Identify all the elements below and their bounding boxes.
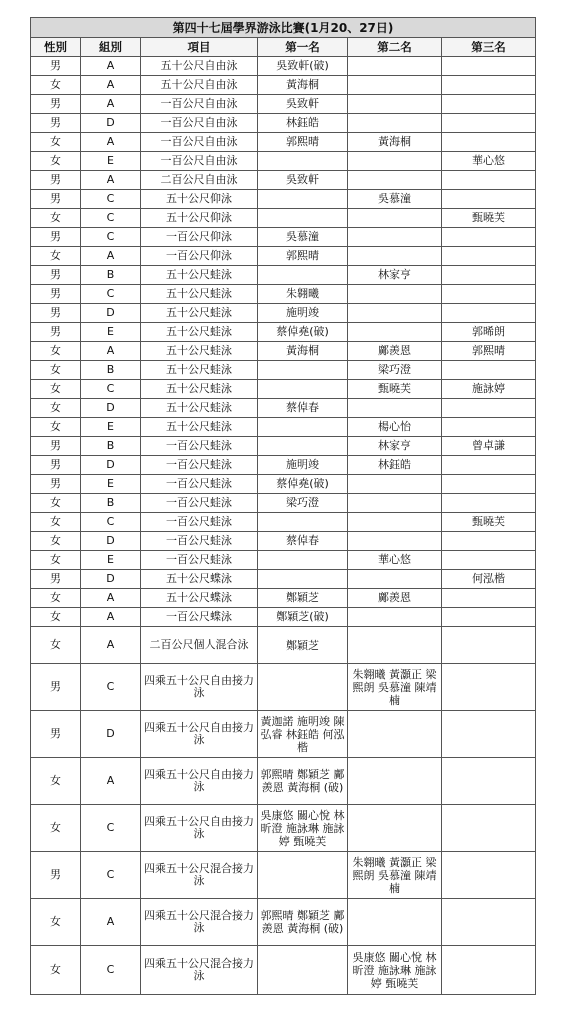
third-place-cell bbox=[442, 228, 536, 247]
first-place-cell bbox=[258, 852, 348, 899]
first-place-cell bbox=[258, 513, 348, 532]
first-place-cell: 吳致軒 bbox=[258, 95, 348, 114]
second-place-cell bbox=[348, 57, 442, 76]
third-place-cell bbox=[442, 361, 536, 380]
gender-cell: 男 bbox=[31, 323, 81, 342]
table-row bbox=[31, 342, 536, 361]
header-second: 第二名 bbox=[348, 38, 442, 57]
table-row bbox=[31, 589, 536, 608]
group-cell: A bbox=[81, 76, 141, 95]
gender-cell: 女 bbox=[31, 513, 81, 532]
table-row bbox=[31, 152, 536, 171]
first-place-cell: 蔡倬堯(破) bbox=[258, 323, 348, 342]
third-place-cell bbox=[442, 304, 536, 323]
group-cell: C bbox=[81, 285, 141, 304]
group-cell: D bbox=[81, 532, 141, 551]
table-row bbox=[31, 946, 536, 995]
table-row bbox=[31, 361, 536, 380]
second-place-cell bbox=[348, 399, 442, 418]
first-place-cell: 朱翱曦 bbox=[258, 285, 348, 304]
third-place-cell: 甄曉芙 bbox=[442, 209, 536, 228]
second-place-cell: 朱翱曦 黃灝正 梁熙朗 吳慕潼 陳靖楠 bbox=[348, 664, 442, 711]
group-cell: D bbox=[81, 570, 141, 589]
event-cell: 一百公尺蛙泳 bbox=[141, 494, 258, 513]
group-cell: D bbox=[81, 304, 141, 323]
group-cell: A bbox=[81, 133, 141, 152]
group-cell: A bbox=[81, 758, 141, 805]
event-cell: 五十公尺蛙泳 bbox=[141, 418, 258, 437]
table-row bbox=[31, 899, 536, 946]
event-cell: 五十公尺蛙泳 bbox=[141, 323, 258, 342]
second-place-cell: 朱翱曦 黃灝正 梁熙朗 吳慕潼 陳靖楠 bbox=[348, 852, 442, 899]
second-place-cell bbox=[348, 608, 442, 627]
group-cell: D bbox=[81, 711, 141, 758]
third-place-cell bbox=[442, 711, 536, 758]
first-place-cell bbox=[258, 946, 348, 995]
event-cell: 五十公尺蛙泳 bbox=[141, 266, 258, 285]
header-third: 第三名 bbox=[442, 38, 536, 57]
gender-cell: 男 bbox=[31, 57, 81, 76]
second-place-cell bbox=[348, 570, 442, 589]
table-row bbox=[31, 228, 536, 247]
event-cell: 四乘五十公尺自由接力泳 bbox=[141, 805, 258, 852]
group-cell: B bbox=[81, 494, 141, 513]
first-place-cell: 蔡倬春 bbox=[258, 532, 348, 551]
table-body bbox=[31, 57, 536, 995]
second-place-cell bbox=[348, 899, 442, 946]
first-place-cell: 吳康悠 關心悅 林昕澄 施詠琳 施詠婷 甄曉芙 bbox=[258, 805, 348, 852]
third-place-cell bbox=[442, 494, 536, 513]
second-place-cell bbox=[348, 304, 442, 323]
gender-cell: 女 bbox=[31, 247, 81, 266]
third-place-cell bbox=[442, 608, 536, 627]
group-cell: D bbox=[81, 114, 141, 133]
event-cell: 五十公尺仰泳 bbox=[141, 190, 258, 209]
first-place-cell: 梁巧澄 bbox=[258, 494, 348, 513]
second-place-cell bbox=[348, 532, 442, 551]
event-cell: 五十公尺蝶泳 bbox=[141, 589, 258, 608]
table-row bbox=[31, 532, 536, 551]
group-cell: A bbox=[81, 342, 141, 361]
event-cell: 五十公尺蛙泳 bbox=[141, 285, 258, 304]
third-place-cell bbox=[442, 133, 536, 152]
table-row bbox=[31, 627, 536, 664]
event-cell: 四乘五十公尺混合接力泳 bbox=[141, 899, 258, 946]
second-place-cell bbox=[348, 209, 442, 228]
table-row bbox=[31, 76, 536, 95]
table-row bbox=[31, 805, 536, 852]
second-place-cell: 林家亨 bbox=[348, 266, 442, 285]
first-place-cell: 郭熙晴 bbox=[258, 247, 348, 266]
first-place-cell: 鄭穎芝 bbox=[258, 589, 348, 608]
event-cell: 二百公尺個人混合泳 bbox=[141, 627, 258, 664]
first-place-cell bbox=[258, 570, 348, 589]
gender-cell: 男 bbox=[31, 171, 81, 190]
group-cell: D bbox=[81, 456, 141, 475]
header-first: 第一名 bbox=[258, 38, 348, 57]
second-place-cell bbox=[348, 711, 442, 758]
third-place-cell bbox=[442, 758, 536, 805]
group-cell: C bbox=[81, 946, 141, 995]
second-place-cell: 甄曉芙 bbox=[348, 380, 442, 399]
second-place-cell bbox=[348, 114, 442, 133]
event-cell: 四乘五十公尺自由接力泳 bbox=[141, 758, 258, 805]
gender-cell: 男 bbox=[31, 711, 81, 758]
group-cell: A bbox=[81, 171, 141, 190]
event-cell: 五十公尺自由泳 bbox=[141, 57, 258, 76]
third-place-cell bbox=[442, 805, 536, 852]
gender-cell: 男 bbox=[31, 95, 81, 114]
event-cell: 五十公尺蛙泳 bbox=[141, 342, 258, 361]
group-cell: A bbox=[81, 627, 141, 664]
second-place-cell bbox=[348, 228, 442, 247]
gender-cell: 女 bbox=[31, 380, 81, 399]
first-place-cell: 郭熙晴 bbox=[258, 133, 348, 152]
third-place-cell bbox=[442, 247, 536, 266]
gender-cell: 女 bbox=[31, 399, 81, 418]
event-cell: 四乘五十公尺混合接力泳 bbox=[141, 946, 258, 995]
third-place-cell: 甄曉芙 bbox=[442, 513, 536, 532]
second-place-cell bbox=[348, 152, 442, 171]
third-place-cell bbox=[442, 946, 536, 995]
group-cell: E bbox=[81, 152, 141, 171]
event-cell: 四乘五十公尺混合接力泳 bbox=[141, 852, 258, 899]
second-place-cell bbox=[348, 285, 442, 304]
table-row bbox=[31, 57, 536, 76]
event-cell: 一百公尺自由泳 bbox=[141, 114, 258, 133]
group-cell: B bbox=[81, 361, 141, 380]
gender-cell: 男 bbox=[31, 114, 81, 133]
event-cell: 一百公尺仰泳 bbox=[141, 228, 258, 247]
group-cell: C bbox=[81, 228, 141, 247]
third-place-cell bbox=[442, 114, 536, 133]
first-place-cell: 蔡倬春 bbox=[258, 399, 348, 418]
gender-cell: 女 bbox=[31, 589, 81, 608]
table-row bbox=[31, 852, 536, 899]
gender-cell: 男 bbox=[31, 266, 81, 285]
gender-cell: 男 bbox=[31, 304, 81, 323]
gender-cell: 女 bbox=[31, 946, 81, 995]
gender-cell: 女 bbox=[31, 805, 81, 852]
table-row bbox=[31, 494, 536, 513]
event-cell: 五十公尺蛙泳 bbox=[141, 361, 258, 380]
group-cell: C bbox=[81, 805, 141, 852]
table-row bbox=[31, 513, 536, 532]
second-place-cell bbox=[348, 323, 442, 342]
group-cell: A bbox=[81, 95, 141, 114]
event-cell: 一百公尺自由泳 bbox=[141, 152, 258, 171]
group-cell: A bbox=[81, 899, 141, 946]
group-cell: A bbox=[81, 589, 141, 608]
third-place-cell: 華心悠 bbox=[442, 152, 536, 171]
second-place-cell bbox=[348, 627, 442, 664]
first-place-cell: 鄭穎芝 bbox=[258, 627, 348, 664]
event-cell: 五十公尺仰泳 bbox=[141, 209, 258, 228]
gender-cell: 男 bbox=[31, 475, 81, 494]
first-place-cell: 施明竣 bbox=[258, 456, 348, 475]
first-place-cell bbox=[258, 152, 348, 171]
event-cell: 一百公尺蝶泳 bbox=[141, 608, 258, 627]
group-cell: B bbox=[81, 437, 141, 456]
gender-cell: 女 bbox=[31, 133, 81, 152]
third-place-cell bbox=[442, 171, 536, 190]
group-cell: A bbox=[81, 608, 141, 627]
group-cell: C bbox=[81, 664, 141, 711]
event-cell: 五十公尺蛙泳 bbox=[141, 380, 258, 399]
table-row bbox=[31, 285, 536, 304]
second-place-cell: 林鈺皓 bbox=[348, 456, 442, 475]
header-gender: 性別 bbox=[31, 38, 81, 57]
second-place-cell: 鄺羨恩 bbox=[348, 342, 442, 361]
group-cell: C bbox=[81, 513, 141, 532]
gender-cell: 女 bbox=[31, 342, 81, 361]
header-row bbox=[31, 38, 536, 57]
gender-cell: 男 bbox=[31, 664, 81, 711]
gender-cell: 女 bbox=[31, 551, 81, 570]
second-place-cell bbox=[348, 805, 442, 852]
group-cell: E bbox=[81, 323, 141, 342]
third-place-cell bbox=[442, 266, 536, 285]
group-cell: C bbox=[81, 380, 141, 399]
table-row bbox=[31, 437, 536, 456]
table-row bbox=[31, 570, 536, 589]
first-place-cell bbox=[258, 380, 348, 399]
gender-cell: 男 bbox=[31, 852, 81, 899]
group-cell: C bbox=[81, 852, 141, 899]
third-place-cell: 郭晞朗 bbox=[442, 323, 536, 342]
table-row bbox=[31, 209, 536, 228]
second-place-cell bbox=[348, 95, 442, 114]
second-place-cell: 吳康悠 關心悅 林昕澄 施詠琳 施詠婷 甄曉芙 bbox=[348, 946, 442, 995]
first-place-cell bbox=[258, 551, 348, 570]
event-cell: 一百公尺蛙泳 bbox=[141, 475, 258, 494]
first-place-cell: 吳致軒(破) bbox=[258, 57, 348, 76]
third-place-cell: 郭熙晴 bbox=[442, 342, 536, 361]
gender-cell: 男 bbox=[31, 190, 81, 209]
group-cell: E bbox=[81, 475, 141, 494]
group-cell: E bbox=[81, 551, 141, 570]
gender-cell: 女 bbox=[31, 361, 81, 380]
gender-cell: 女 bbox=[31, 418, 81, 437]
table-row bbox=[31, 418, 536, 437]
third-place-cell bbox=[442, 57, 536, 76]
third-place-cell bbox=[442, 76, 536, 95]
event-cell: 五十公尺蝶泳 bbox=[141, 570, 258, 589]
gender-cell: 男 bbox=[31, 285, 81, 304]
gender-cell: 女 bbox=[31, 76, 81, 95]
event-cell: 一百公尺仰泳 bbox=[141, 247, 258, 266]
event-cell: 一百公尺自由泳 bbox=[141, 133, 258, 152]
first-place-cell: 鄭穎芝(破) bbox=[258, 608, 348, 627]
gender-cell: 女 bbox=[31, 532, 81, 551]
table-row bbox=[31, 456, 536, 475]
second-place-cell bbox=[348, 247, 442, 266]
event-cell: 一百公尺自由泳 bbox=[141, 95, 258, 114]
event-cell: 一百公尺蛙泳 bbox=[141, 532, 258, 551]
gender-cell: 男 bbox=[31, 437, 81, 456]
table-row bbox=[31, 399, 536, 418]
third-place-cell bbox=[442, 190, 536, 209]
gender-cell: 女 bbox=[31, 152, 81, 171]
header-event: 項目 bbox=[141, 38, 258, 57]
first-place-cell bbox=[258, 190, 348, 209]
table-row bbox=[31, 380, 536, 399]
group-cell: E bbox=[81, 418, 141, 437]
first-place-cell: 林鈺皓 bbox=[258, 114, 348, 133]
first-place-cell bbox=[258, 361, 348, 380]
first-place-cell: 施明竣 bbox=[258, 304, 348, 323]
first-place-cell: 黃海桐 bbox=[258, 76, 348, 95]
table-row bbox=[31, 711, 536, 758]
second-place-cell bbox=[348, 513, 442, 532]
gender-cell: 女 bbox=[31, 494, 81, 513]
third-place-cell: 施詠婷 bbox=[442, 380, 536, 399]
third-place-cell bbox=[442, 456, 536, 475]
second-place-cell bbox=[348, 171, 442, 190]
third-place-cell: 曾卓謙 bbox=[442, 437, 536, 456]
second-place-cell bbox=[348, 758, 442, 805]
group-cell: B bbox=[81, 266, 141, 285]
event-cell: 五十公尺蛙泳 bbox=[141, 399, 258, 418]
table-row bbox=[31, 323, 536, 342]
second-place-cell: 楊心怡 bbox=[348, 418, 442, 437]
first-place-cell bbox=[258, 266, 348, 285]
first-place-cell: 黃海桐 bbox=[258, 342, 348, 361]
third-place-cell bbox=[442, 551, 536, 570]
second-place-cell: 梁巧澄 bbox=[348, 361, 442, 380]
second-place-cell bbox=[348, 76, 442, 95]
table-row bbox=[31, 171, 536, 190]
header-group: 組別 bbox=[81, 38, 141, 57]
table-row bbox=[31, 758, 536, 805]
event-cell: 五十公尺自由泳 bbox=[141, 76, 258, 95]
third-place-cell bbox=[442, 285, 536, 304]
third-place-cell bbox=[442, 95, 536, 114]
table-row bbox=[31, 475, 536, 494]
table-row bbox=[31, 266, 536, 285]
group-cell: D bbox=[81, 399, 141, 418]
event-cell: 一百公尺蛙泳 bbox=[141, 456, 258, 475]
event-cell: 二百公尺自由泳 bbox=[141, 171, 258, 190]
third-place-cell bbox=[442, 589, 536, 608]
first-place-cell: 郭熙晴 鄭穎芝 鄺羨恩 黃海桐 (破) bbox=[258, 899, 348, 946]
table-title: 第四十七屆學界游泳比賽(1月20、27日) bbox=[31, 18, 536, 38]
table-row bbox=[31, 664, 536, 711]
third-place-cell bbox=[442, 852, 536, 899]
table-row bbox=[31, 304, 536, 323]
table-row bbox=[31, 133, 536, 152]
event-cell: 五十公尺蛙泳 bbox=[141, 304, 258, 323]
table-row bbox=[31, 551, 536, 570]
second-place-cell bbox=[348, 475, 442, 494]
group-cell: A bbox=[81, 57, 141, 76]
gender-cell: 女 bbox=[31, 209, 81, 228]
second-place-cell: 鄺羨恩 bbox=[348, 589, 442, 608]
table-row bbox=[31, 247, 536, 266]
results-sheet bbox=[30, 17, 536, 995]
gender-cell: 女 bbox=[31, 608, 81, 627]
gender-cell: 男 bbox=[31, 228, 81, 247]
gender-cell: 女 bbox=[31, 758, 81, 805]
table-row bbox=[31, 114, 536, 133]
table-row bbox=[31, 95, 536, 114]
event-cell: 一百公尺蛙泳 bbox=[141, 437, 258, 456]
third-place-cell bbox=[442, 418, 536, 437]
second-place-cell: 黃海桐 bbox=[348, 133, 442, 152]
first-place-cell: 黃迦諾 施明竣 陳弘睿 林鈺皓 何泓楷 bbox=[258, 711, 348, 758]
event-cell: 一百公尺蛙泳 bbox=[141, 551, 258, 570]
first-place-cell bbox=[258, 437, 348, 456]
first-place-cell bbox=[258, 209, 348, 228]
results-table bbox=[30, 17, 536, 995]
second-place-cell: 林家亨 bbox=[348, 437, 442, 456]
group-cell: A bbox=[81, 247, 141, 266]
gender-cell: 男 bbox=[31, 570, 81, 589]
event-cell: 四乘五十公尺自由接力泳 bbox=[141, 664, 258, 711]
group-cell: C bbox=[81, 209, 141, 228]
third-place-cell bbox=[442, 399, 536, 418]
gender-cell: 女 bbox=[31, 899, 81, 946]
first-place-cell: 蔡倬堯(破) bbox=[258, 475, 348, 494]
third-place-cell bbox=[442, 627, 536, 664]
gender-cell: 男 bbox=[31, 456, 81, 475]
first-place-cell: 吳慕潼 bbox=[258, 228, 348, 247]
second-place-cell: 吳慕潼 bbox=[348, 190, 442, 209]
table-row bbox=[31, 190, 536, 209]
third-place-cell bbox=[442, 664, 536, 711]
table-row bbox=[31, 608, 536, 627]
first-place-cell: 郭熙晴 鄭穎芝 鄺羨恩 黃海桐 (破) bbox=[258, 758, 348, 805]
first-place-cell bbox=[258, 664, 348, 711]
third-place-cell bbox=[442, 475, 536, 494]
third-place-cell: 何泓楷 bbox=[442, 570, 536, 589]
event-cell: 四乘五十公尺自由接力泳 bbox=[141, 711, 258, 758]
second-place-cell bbox=[348, 494, 442, 513]
first-place-cell: 吳致軒 bbox=[258, 171, 348, 190]
first-place-cell bbox=[258, 418, 348, 437]
group-cell: C bbox=[81, 190, 141, 209]
event-cell: 一百公尺蛙泳 bbox=[141, 513, 258, 532]
gender-cell: 女 bbox=[31, 627, 81, 664]
third-place-cell bbox=[442, 899, 536, 946]
second-place-cell: 華心悠 bbox=[348, 551, 442, 570]
third-place-cell bbox=[442, 532, 536, 551]
